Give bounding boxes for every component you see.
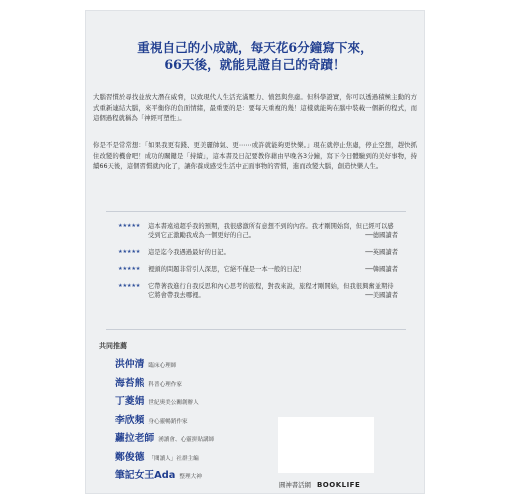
recommender-name: 丁菱娟: [115, 396, 145, 407]
review-source: ──德國讀者: [365, 232, 398, 239]
review-quote: 這是迄今我遇過最好的日記。: [148, 249, 230, 256]
recommender-role: 臨床心理師: [148, 363, 177, 369]
intro-paragraph-2: 你是不是常常想：「如果我更有錢、更美麗帥氣、更⋯⋯或許就能夠更快樂。」現在就停止焦慮，停止空想，趕快抓住改變的機會吧！成功的關鍵是「持續」，這本書及日記要教你藉由早晚各3分鐘，寫下今日體驗到的美好事物，持續66天後，這個習慣就內化了，讓你養成感受生活中正面事物的習慣，進而改變大腦，創造快樂人生。: [93, 141, 417, 171]
recommender-name: 海苔熊: [115, 377, 145, 389]
intro-paragraph-1: 大腦習慣於尋找並放大潛在威脅，以致現代人生活充滿壓力、憤怒與焦慮。但科學證實，你可以透過積極主動的方式重新連結大腦，來平衡你的負面情緒，最重要的是：要每天重複的幾！這樣就能夠在腦中裝載一個新的程式，而這個過程就稱為「神經可塑性」。: [93, 93, 417, 123]
star-rating-icon: ★★★★★: [118, 266, 141, 272]
headline-line-1: 重視自己的小成就，每天花6分鐘寫下來，: [137, 40, 373, 55]
recommender-name: 筆記女王Ada: [115, 470, 176, 481]
star-rating-icon: ★★★★★: [118, 249, 141, 255]
review-item: [118, 282, 398, 300]
divider-bottom: [106, 329, 406, 330]
recommender-name: 洪仲清: [115, 359, 145, 370]
review-source: ──英國讀者: [365, 249, 398, 256]
recommendations-title: 共同推薦: [99, 342, 127, 350]
star-rating-icon: ★★★★★: [118, 283, 141, 289]
divider-top: [106, 211, 406, 212]
review-text: [148, 265, 398, 274]
recommender-role: 「閱讀人」社群主編: [148, 455, 199, 462]
recommender-role: 世紀奧美公關創辦人: [148, 400, 199, 406]
review-text: [148, 282, 398, 300]
recommender-role: 整理大神: [179, 474, 202, 480]
publisher-name-english: BOOKLIFE: [316, 480, 361, 489]
review-item: [118, 265, 398, 274]
review-source: ──美國讀者: [365, 292, 398, 299]
recommender-name: 鄭俊德: [115, 451, 145, 463]
review-text: [148, 248, 398, 257]
review-source: ──韓國讀者: [365, 266, 398, 273]
reviews-list: [118, 222, 398, 308]
publisher-name-chinese: 圓神書活網: [279, 481, 311, 489]
recommender-name: 蘿拉老師: [115, 433, 155, 444]
publisher-logo: [279, 480, 360, 489]
star-rating-icon: ★★★★★: [118, 223, 141, 229]
review-item: [118, 248, 398, 257]
recommender-item: [115, 356, 315, 375]
recommender-item: [115, 375, 315, 394]
book-back-cover: [85, 10, 425, 494]
recommender-name: 李欣頻: [115, 414, 145, 426]
review-quote: 裡頭的問題非常引人深思，它絕不僅是一本一般的日記！: [148, 266, 306, 273]
headline-line-2: 66天後，就能見證自己的奇蹟！: [164, 57, 346, 72]
recommender-role: 科普心理作家: [148, 381, 182, 388]
recommender-role: 身心靈暢銷作家: [148, 418, 188, 425]
recommender-item: [115, 393, 315, 412]
review-item: [118, 222, 398, 240]
review-text: [148, 222, 398, 240]
headline: [86, 39, 424, 73]
review-quote: 這本書遠遠超乎我的預期，我很感激所有意想不到的內容。我才剛開始寫，但已經可以感受到它正激勵我成為一個更好的自己。: [148, 223, 394, 239]
recommender-role: 湧讀會、心靈拼貼講師: [158, 437, 215, 443]
review-quote: 它帶著我進行自我反思和內心思考的旅程，對我來說，旅程才剛開始，但我很興奮並期待它將會帶我去哪裡。: [148, 283, 394, 299]
barcode-area: [278, 417, 374, 473]
